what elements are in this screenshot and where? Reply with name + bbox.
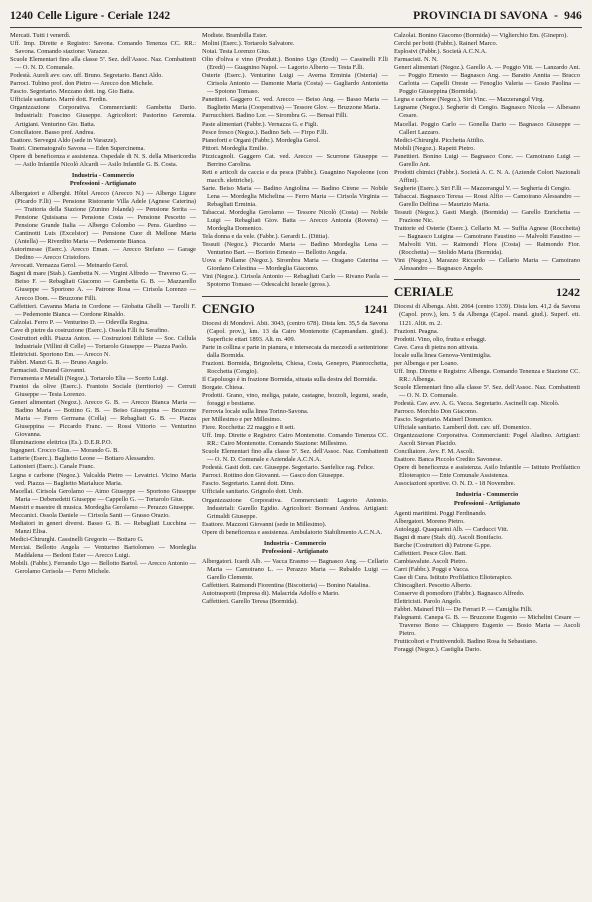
section-heading: Industria - Commercio [263,539,327,547]
directory-entry: Tabaccai. Mordeglia Gerolamo — Tessore Nicolò (Costa) — Nobile Luigi — Rebagliati Giov. Batta — Arecco Antonia (Rovera) — Mordeglia Domenico. [202,209,388,233]
directory-entry: Uff. Imp. Dirette e Registro: Cairo Montenotte. Comando Tenenza CC. RR.: Cairo Montenotte. Comando Stazione: Millesimo. [202,432,388,448]
directory-entry: Bagni di mare (Stab.). Gambetta N. — Virgini Alfredo — Traverso G. — Beiso F. — Rebagliati Giacomo — Gambetta G. B. — Mazzarello Giuseppe — Sportono A. — Patrone Rosa — Cirisola Lorenzo — Arecco Dom. — Bruzzone Filli. [10,270,196,302]
directory-entry: Scuole Elementari fino alla classe 5ª. Sez. dell'Assoc. Naz. Combattenti — O. N. D. Comunale. [394,383,580,399]
directory-entry: Ufficiale sanitario. Grignolo dott. Umb. [202,488,303,496]
directory-entry: Organizzazione Corporativa. Commercianti: Pogel Aladino. Artigiani: Ascoli Stevan Placido. [394,432,580,448]
column-3 [394,32,580,902]
directory-entry: Esattore. Servegni Aldo (sede in Varazze). [10,136,118,144]
directory-entry: Chincaglieri. Pescetto Alberto. [394,582,472,589]
running-title-left: Celle Ligure - Ceriale [37,10,144,22]
directory-entry: Albergatori e Alberghi. Hôtel Arecco (Arecco N.) — Albergo Ligure (Picardo F.lli) — Pensione Ristorante Villa Adele (Agnese Caterina) — Trattoria della Stazione (Zunino Jolanda) — Pensione Sorita — Pensione Quisisana — Pensione Costa — Pensione Pescetto — Pensione Grande Italia — Albergo Colombo — Pens. Giardino — Cantinotti Luis (Excelsior) — Pensione Cuor di Mellone Maria (Antella) — Riverdito Maria — Pedemonte Bianca. [10,189,196,246]
directory-entry: Autorimesse (Eserc.). Arecco Eman. — Arecco Stefano — Garage Dedino — Arecco Cristoforo. [10,246,196,262]
directory-entry: Prodotti chimici (Fabbr.). Società A. C. N. A. (Aziende Colori Nazionali Affini). [394,168,580,184]
directory-entry: Ferrovia locale sulla linea Torino-Savona. [202,408,309,416]
directory-entry: Segherie (Eserc.). Siri F.lli — Mazzerangul V. — Segheria di Cengio. [394,184,571,192]
directory-entry: Legna e carbone (Negoz.). Siri Vinc. — Mazzerangul Virg. [394,96,545,104]
directory-entry: Pittori. Mordeglia Emilio. [202,144,268,152]
directory-entry: Caffettieri. Raimondi Fiorentina (Biscotteria) — Bonino Natalina. [202,582,370,589]
directory-entry: Caffettieri. Garello Teresa (Bormida). [202,598,298,606]
directory-entry: Barche (Costruttori di) Patrone G.ppe. [394,541,492,549]
directory-entry: Cambiavalute. Ascoli Pietro. [394,557,467,565]
directory-entry: Organizzazione Corporativa. Commercianti: Gambetta Dario. Industriali: Frascino Giuseppe. Agricoltori: Pastorino Geremia. Artigiani. Venturino Gio. Batta. [10,104,196,128]
directory-entry: Ufficiale sanitario. Marrè dott. Ferdin. [10,96,108,104]
directory-entry: Autotrasporti (Impresa di). Malacrida Adolfo e Mario. [202,590,340,598]
directory-entry: per Millesimo e per Millesimo. [202,416,282,424]
town-name: CERIALE [394,284,454,300]
directory-entry: Frazioni. Peagna. [394,327,439,335]
directory-entry: Case di Cura. Istituto Profilattico Elioterapico. [394,573,513,581]
directory-entry: Parroci. Rottino don Giovanni. — Gasco don Giuseppe. [202,472,345,480]
directory-entry: Frantoi da olive (Eserc.). Frantoio Sociale (territorio) — Cerruti Giuseppe — Testa Lorenzo. [10,383,196,399]
directory-entry: Scuole Elementari fino alla classe 5ª. Sez. dell'Assoc. Naz. Combattenti — O. N. D. Comunale. [10,56,196,72]
directory-entry: Reti e articoli da caccia e da pesca (Fabbr.). Guagnino Napoleone (con macch. elettriche). [202,168,388,184]
directory-entry: Tessuti (Negoz.). Gasti Margh. (Bormida) — Garello Enrichetta — Frazione Nic. [394,209,580,225]
directory-entry: Ufficiale sanitario. Lambertl dott. cav. uff. Domenico. [394,424,531,432]
directory-entry: Trattorie ed Osterie (Eserc.). Cellario M. — Suffia Agnese (Rocchetta) — Bagnasco Luigina — Camoirano Faustino — Malvolti Faustino — Malvolti Vitt. — Raimondi Flora (Costa) — Raimondo Fior. (Rocchetta) — Stolido Maria (Bormida). [394,225,580,257]
directory-entry: Modiste. Brambilla Ester. [202,32,268,39]
directory-entry: Mobili (Negoz.). Rapetti Pietro. [394,144,476,152]
entry-number-left: 1242 [147,10,171,22]
directory-entry: Conciliatore. Avv. F. M. Ascoli. [394,448,475,456]
directory-entry: Olio d'oliva e vino (Produtt.). Bonino Ugo (Eredi) — Cassinelli F.lli (Eredi) — Guagnino Napol. — Lagorio Alberto — Testa F.lli. [202,56,388,72]
town-heading [202,296,388,317]
directory-entry: Fabbri. Mainerl Fili — De Ferrari P. — Camiglia Filli. [394,606,533,614]
directory-entry: Paste alimentari (Fabbr.). Vernazza G. e Figli. [202,120,319,128]
directory-entry: Generi alimentari (Negoz.). Arecco G. B. — Arecco Bianca Maria — Badino Maria — Bottino G. B. — Beiso Giuseppina — Bruzzone Maria — Ferro Germana (Colla) — Rebagliati G. B. — Piazza Giuseppina — Piccardo Franc. — Rossi Vittorio — Venturino Giovanna. [10,399,196,439]
town-heading [394,279,580,300]
directory-entry: Frazioni. Bormida, Brignoletta, Chiesa, Costa, Genepro, Pianrocchetta, Rocchetta (Cengio). [202,359,388,375]
directory-entry: Macellai. Poggio Carlo — Gonella Dario — Bagnasco Giuseppe — Calleri Lazzaro. [394,120,580,136]
directory-entry: Costruttori edili. Piazza Anton. — Costruzioni Edilizie — Soc. Cellula Industriale (Villini di Celle) — Tortarolo Giuseppe — Piazza Paolo. [10,334,196,350]
directory-entry: Generi alimentari (Negoz.). Garello A. — Poggio Vitt. — Lanzardo Ant. — Poggio Ernesto — Bagnasco Ang. — Baratto Annita — Bracco Carlotta — Capelli Oreste — Fenoglio Valeria — Gosio Paolina — Poggio Giuseppina (Bormida). [394,64,580,96]
page-number-left: 1240 [10,10,33,22]
directory-entry: Calzolai. Ferro P. — Venturino D. — Odevilla Regina. [10,318,149,326]
column-1 [10,32,196,902]
directory-entry: Esattore. Banca Piccolo Credito Savonese. [394,456,503,464]
directory-entry: Cerchi per botti (Fabbr.). Rainerl Marco. [394,40,498,48]
directory-entry: Elettricisti. Parolo Angelo. [394,598,462,606]
directory-entry: Caffettieri. Cavanna Maria in Cordone — Giobatta Ghelli — Tarolli F. — Pedemonte Bianca — Cordone Rinaldo. [10,302,196,318]
directory-entry: Bagni di mare (Stab. di). Ascoli Bonifacio. [394,533,503,541]
directory-entry: Macellai. Cirisola Gerolamo — Aimo Giuseppe — Sportono Giuseppe Maria — Debenedetti Giuseppe — Cappello G. — Tortarolo Gius. [10,487,196,503]
directory-entry: Uova e Pollame (Negoz.). Sirombra Maria — Oragano Caterina — Giordano Celestina — Mordeglia Giacomo. [202,257,388,273]
directory-entry: Podestà. Cav. avv. A. G. Vacca. Segretario. Ascinelli cap. Nicolò. [394,399,560,407]
directory-entry: Fascio. Segretario. Lanni dott. Dino. [202,480,295,488]
directory-entry: Merciai. Bellotto Angela — Venturino Bartolomeo — Mordeglia Maddalena — Bedoni Ester — Arecco Luigi. [10,543,196,559]
directory-entry: Cave. Cava di pietra non attivata. [394,343,479,351]
directory-entry: Diocesi di Albenga. Abit. 2064 (centro 1339). Dista km. 41,2 da Savona (Capol. prov.), km. 5 da Albenga (Capol. mand. giud.). Superf. ett. 1121. Altit. m. 2. [394,303,580,327]
directory-entry: Panettieri. Gaggero C. ved. Arecco — Beiso Ang. — Basso Maria — Baglietto Maria (Cooperativa) — Tessore Glov. — Bruzzone Maria. [202,96,388,112]
directory-entry: Fascio. Segretario. Mezzano dott. ing. Gio Batta. [10,88,135,96]
directory-entry: Fabbri. Manzi G. B. — Bruno Angelo. [10,358,108,366]
directory-entry: Vini (Negoz.). Marazzo Riccardo — Cellario Maria — Camoirano Alessandro — Bagnasco Angelo. [394,257,580,273]
directory-entry: Lattonieri (Eserc.). Canale Franc. [10,463,95,471]
directory-entry: Avvocati. Vernazza Gerol. — Meinardo Gerol. [10,262,129,270]
page-number-right: 946 [564,10,582,22]
directory-entry: Prodotti. Vino, olio, frutta e erbaggi. [394,335,487,343]
directory-entry: Cave di pietre da costruzione (Eserc.). Ossola F.lli fu Serafino. [10,326,169,334]
directory-entry: Medici-Chirurghi. Cassinelli Gregorio — Bottaro G. [10,535,144,543]
directory-entry: Albergatori. Icardi Alb. — Vacca Erasmo — Bagnasco Ang. — Cellario Maria — Camoirano L. — Perazzo Maria — Rubaldo Luigi — Garello Clemente. [202,557,388,581]
subsection-heading: Professioni - Artigianato [69,179,137,187]
directory-entry: Uff. Imp. Dirette e Registro: Albenga. Comando Tenenza e Stazione CC. RR.: Albenga. [394,367,580,383]
directory-entry: locale sulla linea Genova-Ventimiglia. [394,351,492,359]
directory-entry: Osterie (Eserc.). Venturino Luigi — Averna Erminia (Osteria) — Cirisola Antonio — Damonte Maria (Costa) — Gagliardo Antonietta — Spotono Tomaso. [202,72,388,96]
directory-entry: Tela donna e da vele. (Fabbr.). Gerardi L. (Dittia). [202,233,329,241]
directory-entry: Illuminazione elettrica (Es.). D.E.R.P.O. [10,439,113,447]
directory-entry: Organizzazione Corporativa. Commercianti: Lagorio Antonio. Industriali: Garello Egidio. Agricoltori: Borreani Andrea. Artigiani: Grimaldi Giuseppe. [202,496,388,520]
directory-entry: Pesce fresco (Negoz.). Badino Seb. — Firpo F.lli. [202,128,328,136]
directory-entry: Elettricisti. Sportono Em. — Arecco N. [10,350,111,358]
directory-entry: Diocesi di Mondovì. Abit. 3043, (centro 678). Dista km. 35,5 da Savona (Capol. prov.), km. 13 da Cairo Montenotte (Capmandam. giud.). Superficie ettari 1893. Alt. m. 409. [202,319,388,343]
directory-entry: Parte in collina e parte in pianura, e intersecata da mezzodì a settentrione dalla Bormida. [202,343,388,359]
directory-entry: Esattore. Mazzoni Giovanni (sede in Millesimo). [202,520,327,528]
directory-entry: Caffettieri. Pesce Glov. Batt. [394,549,467,557]
directory-entry: Mediatori in generi diversi. Basso G. B. — Rebagliati Lucchina — Manzi Elisa. [10,519,196,535]
directory-entry: Albergatori. Moreno Pietro. [394,517,465,525]
directory-entry: Medici-Chirurghi. Picchetta Attilio. [394,136,485,144]
directory-entry: Borgate. Chiesa. [202,383,244,391]
directory-entry: Parrucchieri. Badino Lor. — Sirombra G. — Bensai Filli. [202,112,348,120]
directory-entry: Legname (Negoz.). Segherie di Cengio. Bagnasco Nicola — Albesano Cesare. [394,104,580,120]
directory-entry: Vini (Negoz.). Cirisola Antonio — Rebagliati Carlo — Rivano Paola — Spotorno Tomaso — Odescalchi Israele (gross.). [202,273,388,289]
directory-entry: Sarte. Beiso Maria — Badino Angiolina — Badino Cirene — Nobile Lena — Mordeglia Michelina — Ferro Maria — Cirisola Virginia — Rebagliati Erminia. [202,184,388,208]
directory-entry: Uff. Imp. Dirette e Registro: Savona. Comando Tenenza CC. RR.: Savona. Comando stazione: Varazze. [10,40,196,56]
directory-entry: Esplosivi (Fabbr.). Società A.C.N.A. [394,48,487,56]
directory-entry: Fascio. Segretario. Mainerl Domenico. [394,416,493,424]
directory-entry: Parroci. Tubino prof. don Pietro — Arecco don Michele. [10,80,154,88]
subsection-heading: Professioni - Artigianato [453,499,521,507]
running-title-right: PROVINCIA DI SAVONA [413,10,549,22]
town-number: 1242 [556,285,580,300]
directory-entry: Associazioni sportive. O. N. D. - 18 Novembre. [394,480,516,488]
directory-entry: Il Capoluogo è in frazione Bormida, situata sulla destra del Bormida. [202,375,378,383]
directory-entry: Legna e carbone (Negoz.). Valcalda Pietro — Levatrici. Vicino Maria ved. Piazza — Baglietto Marialuce Maria. [10,471,196,487]
directory-entry: Opere di beneficenza e assistenza. Asilo Infantile — Istituto Profilattico Elioterapico — Ente Comunale Assistenza. [394,464,580,480]
directory-entry: Ferramenta e Metalli (Negoz.). Tortarolo Elia — Scerto Luigi. [10,374,169,382]
directory-entry: Pianoforti e Organi (Fabbr.). Mordeglia Gerol. [202,136,320,144]
directory-entry: Prodotti. Grano, vino, meliga, patate, castagne, bozzoli, legumi, seade, foraggi e bestiame. [202,391,388,407]
directory-entry: Podestà. Gasti dott. cav. Giuseppe. Segretario. Sanfelice rag. Felice. [202,464,375,472]
directory-entry: Scuole Elementari fino alla classe 5ª. Sez. dell'Assoc. Naz. Combattenti — O. N. D. Comunale e Aziendale A.C.N.A. [202,448,388,464]
directory-entry: Panettieri. Bonino Luigi — Bagnasco Conc. — Camoirano Luigi — Garello Ant. [394,152,580,168]
directory-entry: Farmacisti. Durand Giovanni. [10,366,86,374]
directory-entry: per Albenga e per Loano. [394,359,459,367]
directory-entry: Calzolai. Bonino Giacomo (Bormida) — Viglierchio Em. (Ginepro). [394,32,568,39]
directory-entry: Opere di beneficenza e assistenza. Ambulatorio Stabilimento A.C.N.A. [202,528,383,536]
directory-entry: Farmacisti. N. N. [394,56,438,64]
directory-entry: Notai. Testa Lorenzo Gius. [202,48,271,56]
town-name: CENGIO [202,300,255,316]
directory-entry: Mobili. (Fabbr.). Ferrando Ugo — Bellotto Bartol. — Arecco Antonio — Gerolamo Cerisola — Ferro Michele. [10,560,196,576]
directory-entry: Pizzicagnoli. Gaggero Cat. ved. Arecco — Scurrone Giuseppe — Berrino Carolina. [202,152,388,168]
directory-entry: Parroco. Morchio Don Giacomo. [394,408,478,416]
directory-entry: Frutticoltori e Fruttivendoli. Badino Rosa fu Sebastiano. [394,638,538,646]
section-heading: Industria - Commercio [71,171,135,179]
directory-entry: Opere di beneficenza e assistenza. Ospedale di N. S. della Misericordia — Asilo Infantile Nicolò Alcardi — Asilo Infantile G. B. Costa. [10,152,196,168]
directory-entry: Maestri e maestre di musica. Mordeglia Gerolamo — Perazzo Giuseppe. [10,503,195,511]
directory-entry: Podestà. Aureli avv. cav. uff. Bruno. Segretario. Banci Aldo. [10,72,163,80]
subsection-heading: Professioni - Artigianato [261,547,329,555]
directory-entry: Conciliatore. Basso prof. Andrea. [10,128,95,136]
directory-entry: Tabaccai. Bagnasco Teresa — Rossi Alfio — Camoirano Alessandro — Garello Delfina — Maurizio Maria. [394,192,580,208]
town-number: 1241 [364,301,388,316]
page-header: 1240 Celle Ligure - Ceriale 1242 PROVINCIA DI SAVONA - 946 [10,8,582,28]
directory-entry: Meccanici. Ossola Daniele — Cirisola Santi — Grasso Orazio. [10,511,170,519]
directory-entry: Tessuti (Negoz.). Piccardo Maria — Badino Mordeglia Lena — Venturino Bart. — Borioio Ernesto — Bellotto Angela. [202,241,388,257]
directory-entry: Autoleggi. Quaquarini Alb. — Carducci Vitt. [394,525,509,533]
directory-entry: Fiere. Rocchetta: 22 maggio e 8 sett. [202,424,296,432]
directory-entry: Conserve di pomodoro (Fabbr.). Bagnasco Alfredo. [394,590,525,598]
section-heading: Industria - Commercio [455,491,519,499]
directory-entry: Mercati. Tutti i venerdì. [10,32,71,39]
directory-entry: Falegnami. Canepa G. B. — Bruzzone Eugenio — Michelini Cesare — Traverso Bono — Chiappero Eugenio — Bosio Maria — Ascoli Pietro. [394,614,580,638]
directory-entry: Latterie (Eserc.). Baglietto Leone — Bottaro Alessandro. [10,455,155,463]
directory-entry: Agenti marittimi. Poggi Ferdinando. [394,509,487,517]
column-2 [202,32,388,902]
directory-entry: Teatri. Cinematografo Savona — Eden Supercinema. [10,144,146,152]
directory-entry: Carri (Fabbr.). Poggi e Vacca. [394,565,470,573]
directory-entry: Ingegneri. Crocco Gius. — Morando G. B. [10,447,119,455]
directory-entry: Foraggi (Negoz.). Castiglia Dario. [394,646,482,654]
directory-entry: Molini (Eserc.). Tortarolo Salvatore. [202,40,295,48]
